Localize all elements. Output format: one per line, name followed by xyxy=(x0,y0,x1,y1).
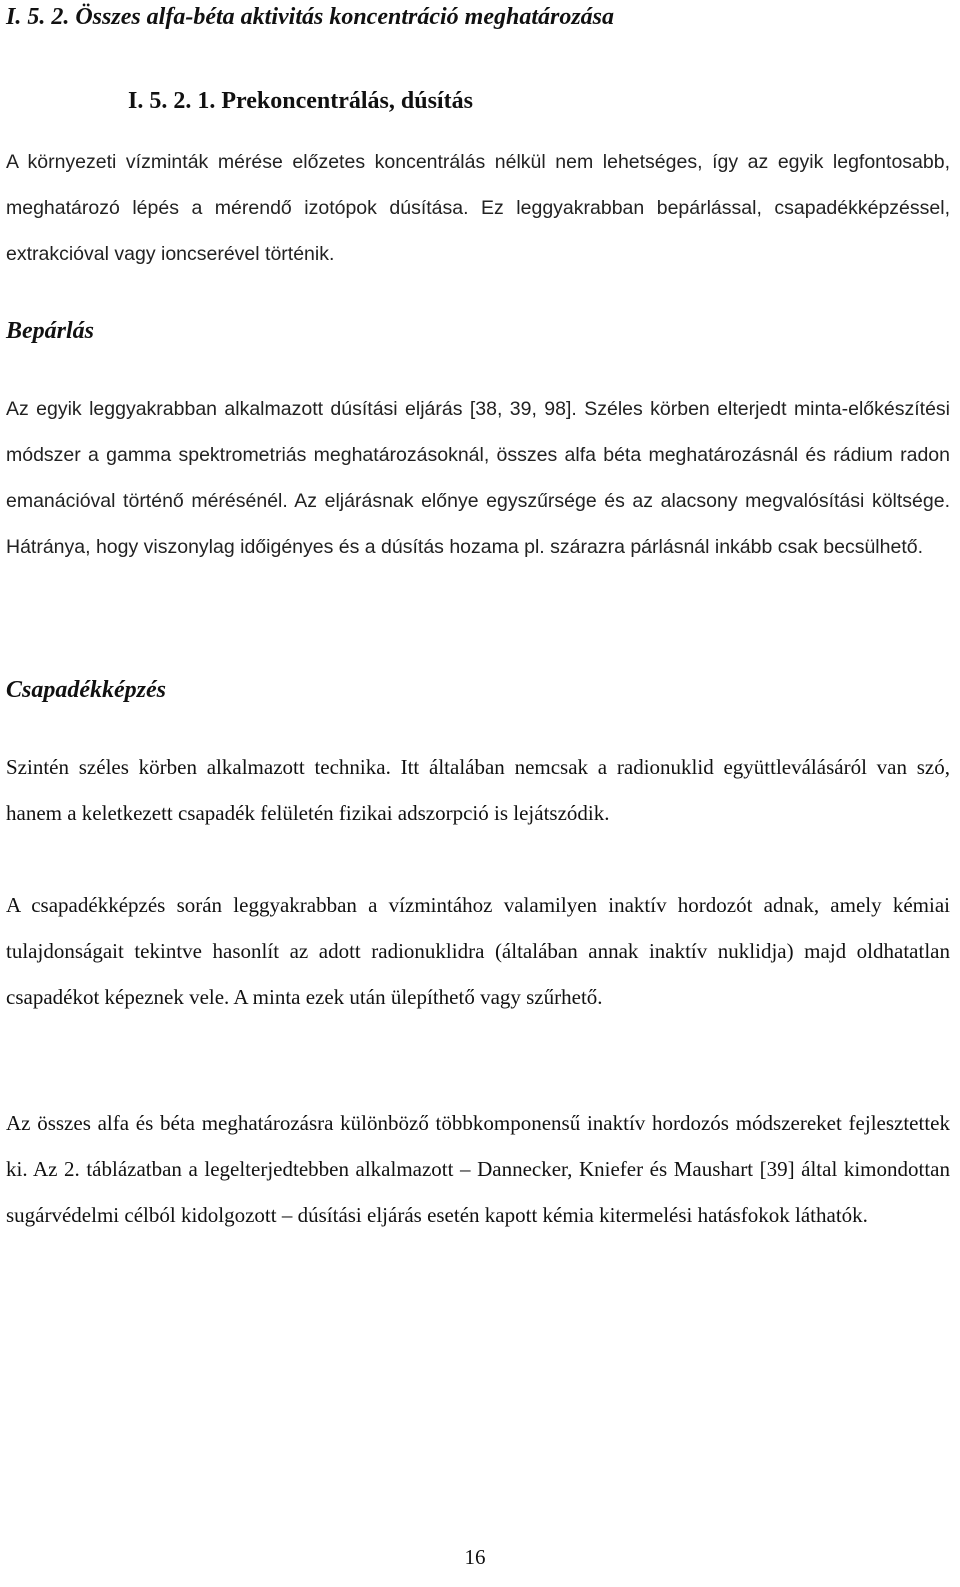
section-title: I. 5. 2. Összes alfa-béta aktivitás koncentráció meghatározása xyxy=(6,4,615,30)
paragraph-csapadekkepzes-3: Az összes alfa és béta meghatározásra különböző többkomponensű inaktív hordozós módszereket fejlesztettek ki. Az 2. táblázatban a legelterjedtebben alkalmazott – Dannecker, Kniefer és Maushart [39] által kimondottan sugárvédelmi célból kidolgozott – dúsítási eljárás esetén kapott kémia kitermelési hatásfokok láthatók. xyxy=(6,1111,950,1227)
heading-csapadekkepzes: Csapadékképzés xyxy=(6,677,166,703)
paragraph-csapadekkepzes-2: A csapadékképzés során leggyakrabban a vízmintához valamilyen inaktív hordozót adnak, amely kémiai tulajdonságait tekintve hasonlít az adott radionuklidra (általában annak inaktív nuklidja) majd oldhatatlan csapadékot képeznek vele. A minta ezek után ülepíthető vagy szűrhető. xyxy=(6,893,950,1009)
intro-paragraph: A környezeti vízminták mérése előzetes koncentrálás nélkül nem lehetséges, így az egyik legfontosabb, meghatározó lépés a mérendő izotópok dúsítása. Ez leggyakrabban bepárlással, csapadékképzéssel, extrakcióval vagy ioncserével történik. xyxy=(6,151,950,265)
page-number: 16 xyxy=(464,1545,486,1569)
heading-beparlas: Bepárlás xyxy=(6,318,95,344)
subsection-title: I. 5. 2. 1. Prekoncentrálás, dúsítás xyxy=(128,88,473,114)
paragraph-csapadekkepzes-1: Szintén széles körben alkalmazott technika. Itt általában nemcsak a radionuklid együttleválásáról van szó, hanem a keletkezett csapadék felületén fizikai adszorpció is lejátszódik. xyxy=(6,755,950,825)
paragraph-beparlas: Az egyik leggyakrabban alkalmazott dúsítási eljárás [38, 39, 98]. Széles körben elterjedt minta-előkészítési módszer a gamma spektrometriás meghatározásoknál, összes alfa béta meghatározásnál és rádium radon emanációval történő mérésénél. Az eljárásnak előnye egyszűrsége és az alacsony megvalósítási költsége. Hátránya, hogy viszonylag időigényes és a dúsítás hozama pl. szárazra párlásnál inkább csak becsülhető. xyxy=(6,398,950,558)
